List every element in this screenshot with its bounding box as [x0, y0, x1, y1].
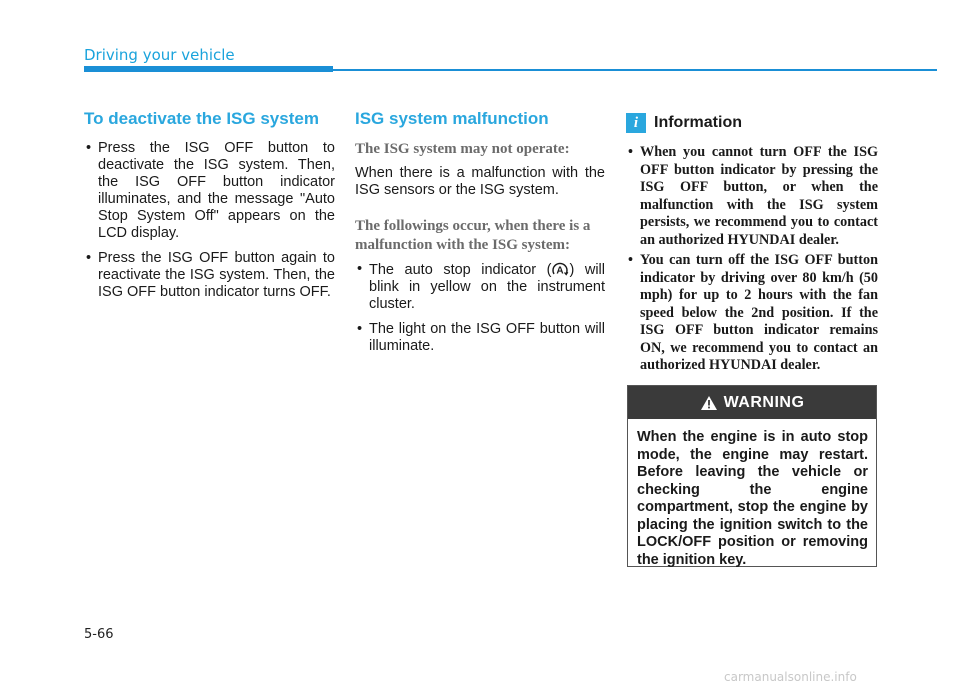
page-number: 5-66	[84, 627, 114, 642]
subheading-followings-occur: The followings occur, when there is a malfunction with the ISG system:	[355, 218, 591, 253]
malfunction-list	[355, 261, 605, 355]
header-bar	[84, 66, 333, 72]
deactivate-list	[84, 140, 335, 301]
list-item: • When you cannot turn OFF the ISG OFF button indicator by pressing the ISG OFF button, or when the malfunction with the ISG system persists, we recommend you to contact an authorized HYUNDAI dealer.	[626, 144, 878, 249]
warning-text: When the engine is in auto stop mode, the engine may restart. Before leaving the vehicle or checking the engine compartment, stop the engine by placing the ignition switch to the LOCK/OFF position or removing the ignition key.	[637, 429, 868, 568]
header-rule	[333, 69, 937, 71]
warning-title: WARNING	[723, 393, 805, 411]
malfunction-paragraph: When there is a malfunction with the ISG sensors or the ISG system.	[355, 165, 605, 198]
heading-malfunction: ISG system malfunction	[355, 109, 549, 128]
information-list	[626, 144, 878, 375]
list-item: • Press the ISG OFF button to deactivate the ISG system. Then, the ISG OFF button indicator illuminates, and the message "Auto Stop System Off" appears on the LCD display.	[84, 140, 335, 242]
list-item: • Press the ISG OFF button again to reactivate the ISG system. Then, the ISG OFF button indicator turns OFF.	[84, 250, 335, 301]
warning-header	[628, 386, 876, 419]
auto-stop-icon	[551, 261, 569, 277]
watermark: carmanualsonline.info	[724, 670, 857, 684]
information-header	[626, 112, 878, 134]
warning-triangle-icon	[700, 395, 718, 411]
column-information	[626, 108, 878, 378]
column-malfunction	[355, 108, 605, 363]
list-item	[355, 261, 605, 313]
info-icon: i	[626, 113, 646, 133]
section-title: Driving your vehicle	[84, 46, 235, 64]
heading-deactivate: To deactivate the ISG system	[84, 109, 319, 128]
warning-box	[627, 385, 877, 567]
svg-text:A: A	[556, 265, 565, 277]
column-deactivate	[84, 108, 335, 309]
list-item: • You can turn off the ISG OFF button indicator by driving over 80 km/h (50 mph) for up to 2 hours with the fan speed below the 2nd position. If the ISG OFF button indicator remains ON, we recommend you to contact an authorized HYUNDAI dealer.	[626, 252, 878, 375]
bullet-text-post: ) will blink in yellow on the instrument cluster.	[369, 262, 605, 312]
information-title: Information	[654, 114, 742, 131]
subheading-may-not-operate: The ISG system may not operate:	[355, 141, 570, 157]
list-item: • The light on the ISG OFF button will illuminate.	[355, 321, 605, 355]
bullet-text-pre: The auto stop indicator (	[369, 262, 552, 278]
